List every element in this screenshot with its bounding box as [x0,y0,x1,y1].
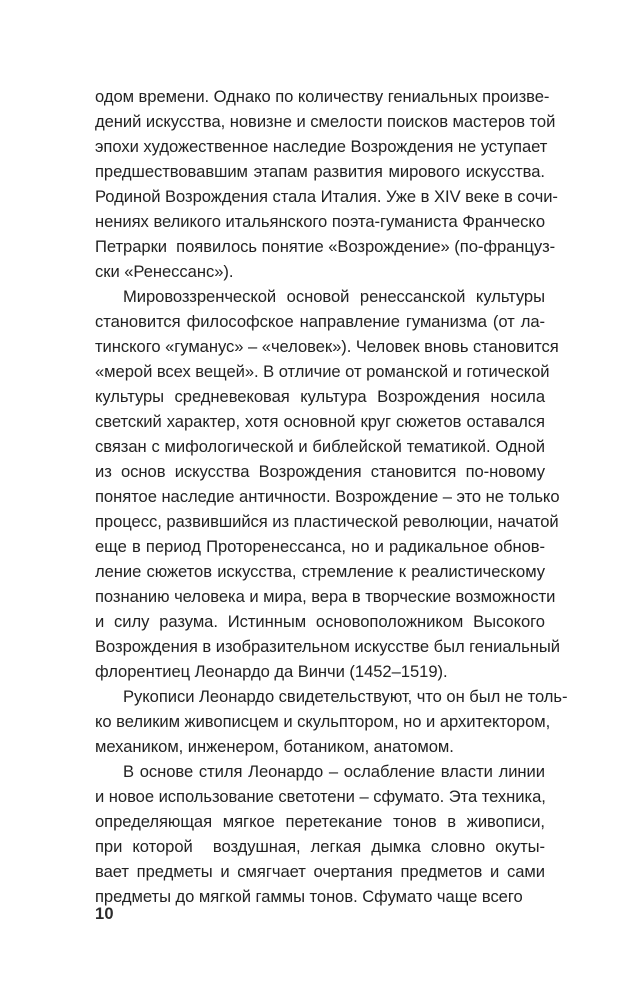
text-line-content: процесс, развившийся из пластической революции, начатой [95,512,559,531]
page-number: 10 [95,905,114,923]
text-line-content: механиком, инженером, ботаником, анатомом. [95,737,454,756]
text-line-content: предметы до мягкой гаммы тонов. Сфумато чаще всего [95,887,523,906]
text-line-content: Рукописи Леонардо свидетельствуют, что он был не толь- [123,687,568,706]
text-line-content: тинского «гуманус» – «человек»). Человек вновь становится [95,337,559,356]
page-text-column [95,84,568,909]
text-line [95,634,560,659]
text-line-content: еще в период Проторенессанса, но и радикальное обнов- [95,537,545,556]
text-line-content: светский характер, хотя основной круг сюжетов оставался [95,412,545,431]
text-line [95,559,545,584]
paragraph [95,759,545,909]
text-line [95,759,545,784]
text-line [95,734,545,759]
paragraph [95,684,568,759]
text-line-content: предшествовавшим этапам развития мирового искусства. [95,162,545,181]
text-line [95,159,545,184]
text-line [95,884,545,909]
text-line [95,234,556,259]
text-line [95,209,545,234]
text-line-content: Петрарки появилось понятие «Возрождение» (по-француз- [95,237,556,256]
text-line-content: становится философское направление гуманизма (от ла- [95,312,545,331]
text-line-content: флорентиец Леонардо да Винчи (1452–1519). [95,662,448,681]
text-line-content: при которой воздушная, легкая дымка словно окуты- [95,837,545,856]
text-line-content: определяющая мягкое перетекание тонов в живописи, [95,812,545,831]
text-line [95,259,545,284]
text-line-content: Мировоззренческой основой ренессанской культуры [123,287,545,306]
text-line [95,134,548,159]
text-line-content: культуры средневековая культура Возрождения носила [95,387,545,406]
text-line [95,334,559,359]
text-line [95,809,545,834]
text-line [95,359,550,384]
paragraph [95,284,560,684]
text-line [95,284,545,309]
text-line-content: одом времени. Однако по количеству гениальных произве- [95,87,550,106]
text-line [95,684,568,709]
text-line-content: В основе стиля Леонардо – ослабление власти линии [123,762,545,781]
text-line-content: эпохи художественное наследие Возрождения не уступает [95,137,548,156]
text-line-content: связан с мифологической и библейской тематикой. Одной [95,437,545,456]
text-line [95,184,558,209]
text-line-content: «мерой всех вещей». В отличие от романской и готической [95,362,550,381]
text-line-content: понятое наследие античности. Возрождение – это не только [95,487,560,506]
text-line [95,484,560,509]
text-line [95,709,551,734]
text-line-content: и новое использование светотени – сфумато. Эта техника, [95,787,546,806]
text-line [95,609,545,634]
text-line [95,784,545,809]
text-line [95,434,545,459]
text-line [95,84,550,109]
text-line [95,309,545,334]
text-line [95,659,545,684]
text-line-content: и силу разума. Истинным основоположником Высокого [95,612,545,631]
text-line [95,834,545,859]
text-line [95,534,545,559]
text-line-content: нениях великого итальянского поэта-гуманиста Франческо [95,212,545,231]
text-line-content: из основ искусства Возрождения становится по-новому [95,462,545,481]
text-line-content: ски «Ренессанс»). [95,262,234,281]
text-line [95,509,559,534]
paragraph [95,84,558,284]
text-line [95,384,545,409]
text-line [95,409,545,434]
text-line-content: ление сюжетов искусства, стремление к реалистическому [95,562,545,581]
text-line-content: дений искусства, новизне и смелости поисков мастеров той [95,112,556,131]
text-line [95,584,556,609]
text-line-content: ко великим живописцем и скульптором, но и архитектором, [95,712,551,731]
text-line [95,459,545,484]
text-line-content: Возрождения в изобразительном искусстве был гениальный [95,637,560,656]
text-line-content: познанию человека и мира, вера в творческие возможности [95,587,556,606]
text-line-content: Родиной Возрождения стала Италия. Уже в XIV веке в сочи- [95,187,558,206]
text-line [95,109,556,134]
text-line-content: вает предметы и смягчает очертания предметов и сами [95,862,545,881]
text-line [95,859,545,884]
